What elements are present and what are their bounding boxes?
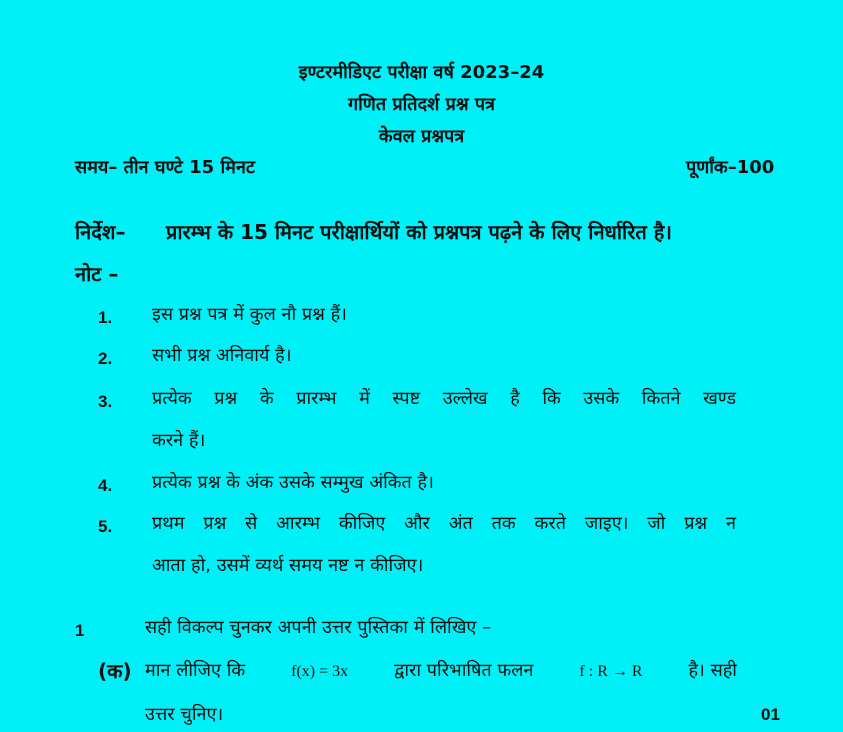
total-marks: पूर्णांक–100 — [686, 157, 775, 178]
note-text: प्रथम प्रश्न से आरम्भ कीजिए और अंत तक करते जाइए। जो प्रश्न न — [152, 513, 736, 534]
direction-text: प्रारम्भ के 15 मिनट परीक्षार्थियों को प्रश्नपत्र पढ़ने के लिए निर्धारित है। — [166, 220, 672, 244]
exam-time: समय– तीन घण्टे 15 मिनट — [75, 157, 255, 178]
note-label: नोट – — [75, 262, 119, 286]
note-text: प्रत्येक प्रश्न के प्रारम्भ में स्पष्ट उल्लेख है कि उसके कितने खण्ड — [152, 388, 736, 409]
formula-mapping: f : R → R — [579, 663, 643, 680]
question-marks: 01 — [761, 705, 780, 724]
direction-label: निर्देश– — [75, 220, 126, 244]
sub-question-line — [145, 658, 737, 682]
note-number: 5. — [98, 517, 113, 536]
sub-question-text-continued: उत्तर चुनिए। — [145, 704, 224, 725]
note-text-continued: करने हैं। — [152, 430, 206, 451]
formula-function: f(x) = 3x — [291, 663, 349, 680]
sub-question-text: द्वारा परिभाषित फलन — [394, 660, 534, 681]
sub-question-label: (क) — [98, 659, 132, 683]
question-number: 1 — [75, 621, 85, 640]
paper-type: केवल प्रश्नपत्र — [378, 126, 465, 147]
note-text-continued: आता हो, उसमें व्यर्थ समय नष्ट न कीजिए। — [152, 555, 424, 576]
paper-subject: गणित प्रतिदर्श प्रश्न पत्र — [348, 94, 495, 115]
exam-title: इण्टरमीडिएट परीक्षा वर्ष 2023–24 — [298, 62, 545, 83]
note-number: 2. — [98, 349, 113, 368]
sub-question-text: है। सही — [688, 660, 737, 681]
sub-question-text: मान लीजिए कि — [145, 660, 246, 681]
note-number: 4. — [98, 476, 113, 495]
note-text: इस प्रश्न पत्र में कुल नौ प्रश्न हैं। — [152, 304, 347, 325]
note-number: 3. — [98, 392, 113, 411]
question-text: सही विकल्प चुनकर अपनी उत्तर पुस्तिका में लिखिए – — [145, 617, 492, 638]
note-text: सभी प्रश्न अनिवार्य है। — [152, 345, 292, 366]
note-text: प्रत्येक प्रश्न के अंक उसके सम्मुख अंकित है। — [152, 472, 434, 493]
note-number: 1. — [98, 308, 113, 327]
